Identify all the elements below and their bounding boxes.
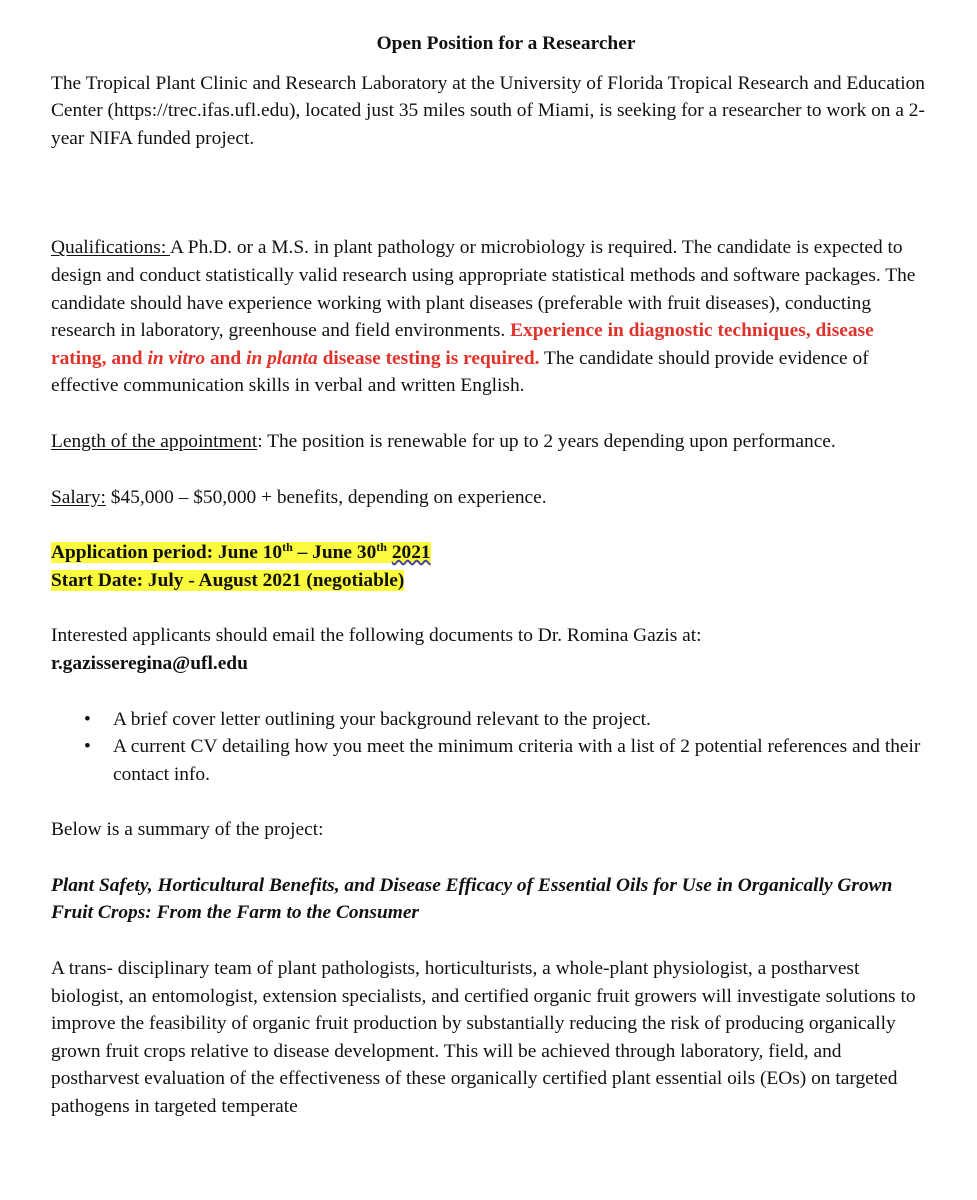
length-text: : The position is renewable for up to 2 years depending upon performance.	[257, 430, 836, 452]
salary-text: $45,000 – $50,000 + benefits, depending on experience.	[105, 486, 547, 508]
bullet-icon: •	[84, 708, 91, 730]
start-date	[51, 567, 931, 595]
length-label: Length of the appointment	[51, 430, 258, 452]
documents-list	[51, 706, 931, 789]
list-item	[51, 706, 931, 734]
intro-paragraph: The Tropical Plant Clinic and Research Laboratory at the University of Florida Tropical Research and Education Center (https://trec.ifas.ufl.edu), located just 35 miles south of Miami, is seeking for a researcher to work on a 2-year NIFA funded project.	[51, 72, 925, 149]
bullet-icon: •	[84, 736, 91, 758]
superscript: th	[282, 540, 293, 555]
salary-paragraph	[51, 484, 931, 512]
qualifications-label: Qualifications:	[51, 237, 171, 259]
length-paragraph	[51, 428, 931, 456]
qualifications-text: A Ph.D. or a M.S. in plant pathology or microbiology is required. The candidate is expected to design and conduct statistically valid research using appropriate statistical methods and software packages. The candidate should have experience working with plant diseases (preferable with fruit diseases), conducting research in laboratory, greenhouse and field environments.	[51, 237, 916, 342]
summary-intro: Below is a summary of the project:	[51, 819, 324, 841]
superscript: th	[376, 540, 387, 555]
application-period-prefix: Application period: June 10	[51, 542, 283, 564]
spacer	[51, 152, 931, 234]
qualifications-paragraph	[51, 234, 931, 400]
project-title: Plant Safety, Horticultural Benefits, and Disease Efficacy of Essential Oils for Use in Organically Grown Fruit Crops: From the Farm to the Consumer	[51, 874, 893, 924]
contact-paragraph: Interested applicants should email the following documents to Dr. Romina Gazis at:	[51, 625, 702, 647]
list-item-text: A current CV detailing how you meet the minimum criteria with a list of 2 potential references and their contact info.	[113, 736, 921, 785]
document-page	[51, 30, 931, 1121]
qualifications-required-end: disease testing is required.	[317, 347, 540, 369]
application-period-year: 2021	[391, 542, 431, 564]
qualifications-in-vitro: in vitro	[147, 347, 206, 369]
list-item-text: A brief cover letter outlining your background relevant to the project.	[113, 708, 651, 730]
document-title: Open Position for a Researcher	[376, 33, 636, 54]
qualifications-communication: The candidate should provide evidence of effective communication skills in verbal and written English.	[51, 347, 869, 397]
project-summary: A trans- disciplinary team of plant pathologists, horticulturists, a whole-plant physiologist, a postharvest biologist, an entomologist, extension specialists, and certified organic fruit growers will investigate solutions to improve the feasibility of organic fruit production by substantially reducing the risk of producing organically grown fruit crops relative to disease development. This will be achieved through laboratory, field, and postharvest evaluation of the effectiveness of these organically certified plant essential oils (EOs) on targeted pathogens in targeted temperate	[51, 958, 916, 1118]
application-period	[51, 539, 931, 567]
qualifications-and: and	[205, 347, 247, 369]
qualifications-required-text: Experience in diagnostic techniques, disease rating, and	[51, 320, 874, 369]
salary-label: Salary:	[51, 486, 106, 508]
qualifications-in-planta: in planta	[246, 347, 318, 369]
contact-email: r.gazisseregina@ufl.edu	[51, 652, 248, 674]
list-item	[51, 733, 931, 788]
start-date-text: Start Date: July - August 2021 (negotiable)	[51, 569, 405, 591]
application-period-mid: – June 30	[292, 542, 377, 564]
